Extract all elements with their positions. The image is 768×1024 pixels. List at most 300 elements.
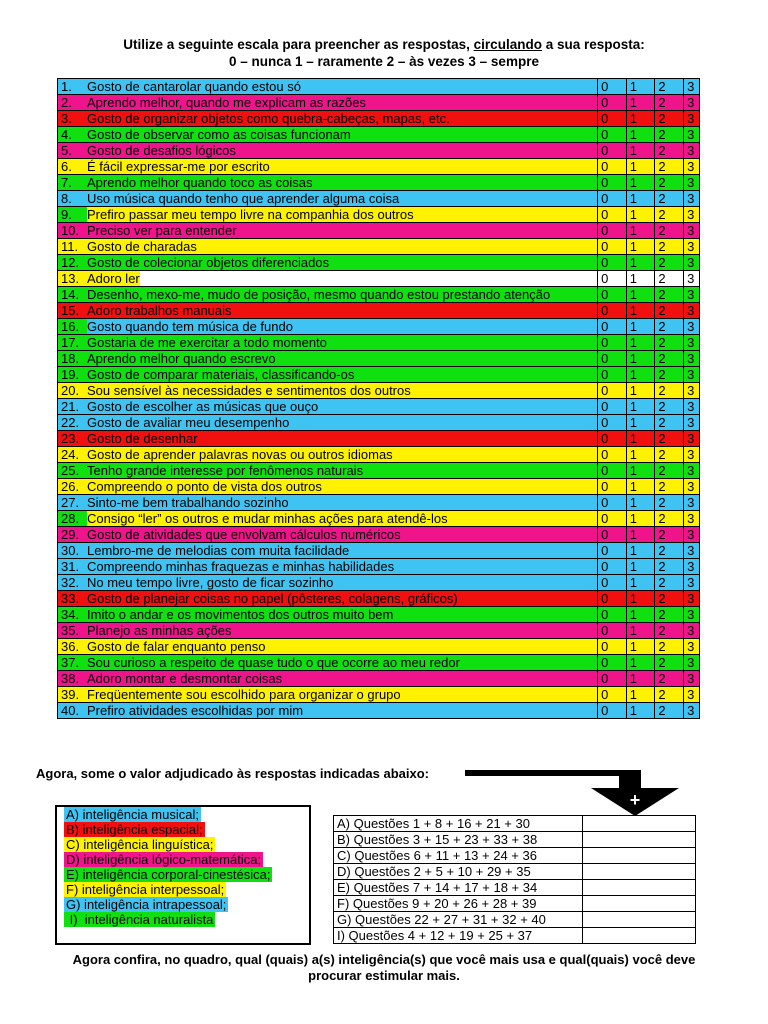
scale-option-2[interactable]: 2: [655, 543, 684, 559]
legend-item: [64, 837, 309, 852]
scale-option-3[interactable]: 3: [684, 367, 700, 383]
sum-answer-cell[interactable]: [583, 816, 696, 832]
scale-option-0[interactable]: 0: [598, 623, 627, 639]
scale-option-3[interactable]: 3: [684, 479, 700, 495]
question-row: [58, 703, 700, 719]
scale-option-2[interactable]: 2: [655, 319, 684, 335]
scale-option-2[interactable]: 2: [655, 255, 684, 271]
question-number: 23.: [58, 431, 87, 446]
scale-option-0[interactable]: 0: [598, 687, 627, 703]
scale-option-3[interactable]: 3: [684, 239, 700, 255]
sum-formula: B) Questões 3 + 15 + 23 + 33 + 38: [334, 832, 583, 848]
question-row: [58, 543, 700, 559]
question-cell: [58, 527, 598, 543]
scale-option-2[interactable]: 2: [655, 575, 684, 591]
scale-option-2[interactable]: 2: [655, 143, 684, 159]
scale-option-0[interactable]: 0: [598, 271, 627, 287]
question-number: 37.: [58, 655, 87, 670]
question-text: Adoro montar e desmontar coisas: [87, 671, 283, 686]
question-text: Gosto de organizar objetos como quebra-cabeças, mapas, etc.: [87, 111, 450, 126]
question-row: [58, 143, 700, 159]
legend-item: [64, 807, 309, 822]
question-cell: [58, 511, 598, 527]
question-text: É fácil expressar-me por escrito: [87, 159, 270, 174]
instructions-header: [0, 36, 768, 70]
scale-option-1[interactable]: 1: [626, 495, 655, 511]
scale-option-1[interactable]: 1: [626, 175, 655, 191]
question-row: [58, 431, 700, 447]
scale-option-0[interactable]: 0: [598, 447, 627, 463]
scale-option-0[interactable]: 0: [598, 543, 627, 559]
scale-option-0[interactable]: 0: [598, 575, 627, 591]
scale-option-0[interactable]: 0: [598, 463, 627, 479]
question-number: 17.: [58, 335, 87, 350]
scale-option-1[interactable]: 1: [626, 431, 655, 447]
scale-option-0[interactable]: 0: [598, 495, 627, 511]
intelligence-legend: [55, 805, 311, 945]
scale-option-0[interactable]: 0: [598, 607, 627, 623]
question-number: 4.: [58, 127, 87, 142]
question-number: 6.: [58, 159, 87, 174]
scale-option-3[interactable]: 3: [684, 95, 700, 111]
scale-option-3[interactable]: 3: [684, 111, 700, 127]
question-cell: [58, 447, 598, 463]
question-cell: [58, 559, 598, 575]
question-row: [58, 511, 700, 527]
question-row: [58, 447, 700, 463]
question-text: Gosto de escolher as músicas que ouço: [87, 399, 319, 414]
scale-option-3[interactable]: 3: [684, 287, 700, 303]
scale-option-1[interactable]: 1: [626, 159, 655, 175]
scale-option-3[interactable]: 3: [684, 431, 700, 447]
scale-option-3[interactable]: 3: [684, 415, 700, 431]
scale-option-2[interactable]: 2: [655, 703, 684, 719]
scale-option-0[interactable]: 0: [598, 527, 627, 543]
scale-option-1[interactable]: 1: [626, 559, 655, 575]
scale-option-1[interactable]: 1: [626, 399, 655, 415]
question-text: Prefiro atividades escolhidas por mim: [87, 703, 304, 718]
scale-option-3[interactable]: 3: [684, 607, 700, 623]
scale-option-3[interactable]: 3: [684, 335, 700, 351]
question-cell: [58, 591, 598, 607]
scale-option-1[interactable]: 1: [626, 271, 655, 287]
scale-option-0[interactable]: 0: [598, 319, 627, 335]
scale-option-1[interactable]: 1: [626, 143, 655, 159]
scale-option-1[interactable]: 1: [626, 655, 655, 671]
scale-option-2[interactable]: 2: [655, 623, 684, 639]
question-cell: [58, 415, 598, 431]
question-text: Gosto de falar enquanto penso: [87, 639, 266, 654]
question-row: [58, 319, 700, 335]
scale-option-1[interactable]: 1: [626, 287, 655, 303]
question-row: [58, 655, 700, 671]
sum-answer-cell[interactable]: [583, 880, 696, 896]
question-number: 34.: [58, 607, 87, 622]
scale-option-0[interactable]: 0: [598, 175, 627, 191]
question-cell: [58, 671, 598, 687]
question-number: 31.: [58, 559, 87, 574]
scale-option-3[interactable]: 3: [684, 143, 700, 159]
scale-option-1[interactable]: 1: [626, 543, 655, 559]
legend-label: E) inteligência corporal-cinestésica;: [66, 867, 271, 882]
footer-instruction: [0, 952, 768, 984]
question-number: 21.: [58, 399, 87, 414]
scale-option-1[interactable]: 1: [626, 671, 655, 687]
scale-option-0[interactable]: 0: [598, 559, 627, 575]
question-cell: [58, 639, 598, 655]
question-row: [58, 175, 700, 191]
scale-option-0[interactable]: 0: [598, 303, 627, 319]
question-cell: [58, 175, 598, 191]
scale-option-2[interactable]: 2: [655, 399, 684, 415]
question-number: 38.: [58, 671, 87, 686]
scale-option-2[interactable]: 2: [655, 559, 684, 575]
question-row: [58, 351, 700, 367]
scale-option-2[interactable]: 2: [655, 383, 684, 399]
scale-option-3[interactable]: 3: [684, 351, 700, 367]
scale-option-1[interactable]: 1: [626, 383, 655, 399]
scale-option-2[interactable]: 2: [655, 127, 684, 143]
legend-item: [64, 882, 309, 897]
scale-option-1[interactable]: 1: [626, 79, 655, 95]
question-text: Aprendo melhor quando escrevo: [87, 351, 276, 366]
question-number: 22.: [58, 415, 87, 430]
question-text: Gosto de planejar coisas no papel (pôsteres, colagens, gráficos): [87, 591, 458, 606]
question-number: 16.: [58, 319, 87, 334]
scale-option-0[interactable]: 0: [598, 95, 627, 111]
question-row: [58, 559, 700, 575]
question-cell: [58, 703, 598, 719]
scale-option-0[interactable]: 0: [598, 255, 627, 271]
question-row: [58, 495, 700, 511]
sum-row: [334, 816, 696, 832]
question-text: Lembro-me de melodias com muita facilidade: [87, 543, 350, 558]
arrow-plus-icon: [465, 766, 685, 818]
question-cell: [58, 479, 598, 495]
scale-option-1[interactable]: 1: [626, 191, 655, 207]
scale-option-0[interactable]: 0: [598, 415, 627, 431]
scale-option-1[interactable]: 1: [626, 255, 655, 271]
scale-option-0[interactable]: 0: [598, 655, 627, 671]
scale-option-3[interactable]: 3: [684, 207, 700, 223]
scale-option-3[interactable]: 3: [684, 255, 700, 271]
question-row: [58, 591, 700, 607]
scale-option-3[interactable]: 3: [684, 319, 700, 335]
scale-option-1[interactable]: 1: [626, 607, 655, 623]
footer-line: procurar estimular mais.: [308, 968, 460, 983]
scale-legend: 0 – nunca 1 – raramente 2 – às vezes 3 – sempre: [229, 54, 539, 69]
scale-option-2[interactable]: 2: [655, 287, 684, 303]
scale-option-3[interactable]: 3: [684, 463, 700, 479]
sum-answer-cell[interactable]: [583, 864, 696, 880]
scale-option-3[interactable]: 3: [684, 591, 700, 607]
scale-option-2[interactable]: 2: [655, 111, 684, 127]
scale-option-3[interactable]: 3: [684, 543, 700, 559]
scale-option-2[interactable]: 2: [655, 591, 684, 607]
question-cell: [58, 271, 598, 287]
question-cell: [58, 431, 598, 447]
scale-option-2[interactable]: 2: [655, 671, 684, 687]
question-number: 1.: [58, 79, 87, 94]
scale-option-3[interactable]: 3: [684, 575, 700, 591]
scale-option-3[interactable]: 3: [684, 655, 700, 671]
scale-option-2[interactable]: 2: [655, 479, 684, 495]
question-row: [58, 367, 700, 383]
question-text: Consigo “ler” os outros e mudar minhas ações para atendê-los: [87, 511, 448, 526]
scale-option-2[interactable]: 2: [655, 495, 684, 511]
questionnaire-table: [57, 78, 700, 719]
question-text: Adoro trabalhos manuais: [87, 303, 232, 318]
sum-answer-cell[interactable]: [583, 832, 696, 848]
question-text: Aprendo melhor, quando me explicam as razões: [87, 95, 366, 110]
scale-option-1[interactable]: 1: [626, 95, 655, 111]
instruction-text-end: a sua resposta:: [541, 37, 645, 52]
scale-option-1[interactable]: 1: [626, 223, 655, 239]
scale-option-1[interactable]: 1: [626, 351, 655, 367]
question-text: Compreendo minhas fraquezas e minhas habilidades: [87, 559, 395, 574]
scale-option-3[interactable]: 3: [684, 511, 700, 527]
question-row: [58, 415, 700, 431]
scale-option-2[interactable]: 2: [655, 431, 684, 447]
legend-label: A) inteligência musical;: [66, 807, 199, 822]
scale-option-1[interactable]: 1: [626, 303, 655, 319]
scale-option-3[interactable]: 3: [684, 383, 700, 399]
sums-table: [333, 815, 696, 944]
scale-option-3[interactable]: 3: [684, 159, 700, 175]
question-row: [58, 159, 700, 175]
question-number: 10.: [58, 223, 87, 238]
scale-option-1[interactable]: 1: [626, 127, 655, 143]
sum-row: [334, 912, 696, 928]
question-cell: [58, 623, 598, 639]
scale-option-1[interactable]: 1: [626, 111, 655, 127]
scale-option-2[interactable]: 2: [655, 687, 684, 703]
scale-option-1[interactable]: 1: [626, 623, 655, 639]
scale-option-0[interactable]: 0: [598, 479, 627, 495]
sum-answer-cell[interactable]: [583, 848, 696, 864]
scale-option-1[interactable]: 1: [626, 479, 655, 495]
scale-option-0[interactable]: 0: [598, 511, 627, 527]
scale-option-2[interactable]: 2: [655, 447, 684, 463]
question-cell: [58, 111, 598, 127]
scale-option-2[interactable]: 2: [655, 351, 684, 367]
underlined-word: circulando: [473, 37, 542, 52]
legend-item: [64, 852, 309, 867]
scale-option-3[interactable]: 3: [684, 495, 700, 511]
scale-option-0[interactable]: 0: [598, 207, 627, 223]
scale-option-0[interactable]: 0: [598, 399, 627, 415]
question-row: [58, 575, 700, 591]
sum-row: [334, 848, 696, 864]
scale-option-3[interactable]: 3: [684, 639, 700, 655]
question-row: [58, 399, 700, 415]
scale-option-0[interactable]: 0: [598, 591, 627, 607]
legend-label: I) inteligência naturalista: [66, 912, 214, 927]
question-cell: [58, 575, 598, 591]
scale-option-0[interactable]: 0: [598, 671, 627, 687]
question-cell: [58, 607, 598, 623]
scale-option-1[interactable]: 1: [626, 319, 655, 335]
scale-option-2[interactable]: 2: [655, 367, 684, 383]
question-number: 14.: [58, 287, 87, 302]
legend-item: [64, 867, 309, 882]
scale-option-1[interactable]: 1: [626, 511, 655, 527]
scale-option-3[interactable]: 3: [684, 271, 700, 287]
question-cell: [58, 687, 598, 703]
scale-option-0[interactable]: 0: [598, 335, 627, 351]
question-text: Gosto de aprender palavras novas ou outros idiomas: [87, 447, 393, 462]
scale-option-0[interactable]: 0: [598, 159, 627, 175]
scale-option-1[interactable]: 1: [626, 207, 655, 223]
scale-option-2[interactable]: 2: [655, 335, 684, 351]
scale-option-2[interactable]: 2: [655, 463, 684, 479]
scale-option-2[interactable]: 2: [655, 655, 684, 671]
question-cell: [58, 255, 598, 271]
scale-option-2[interactable]: 2: [655, 95, 684, 111]
scale-option-2[interactable]: 2: [655, 271, 684, 287]
question-number: 3.: [58, 111, 87, 126]
scale-option-1[interactable]: 1: [626, 239, 655, 255]
scale-option-0[interactable]: 0: [598, 431, 627, 447]
sum-formula: F) Questões 9 + 20 + 26 + 28 + 39: [334, 896, 583, 912]
scale-option-2[interactable]: 2: [655, 175, 684, 191]
question-row: [58, 111, 700, 127]
scale-option-3[interactable]: 3: [684, 687, 700, 703]
question-text: Gosto de observar como as coisas funcionam: [87, 127, 351, 142]
question-cell: [58, 463, 598, 479]
scale-option-3[interactable]: 3: [684, 175, 700, 191]
scale-option-1[interactable]: 1: [626, 415, 655, 431]
legend-label: G) inteligência intrapessoal;: [66, 897, 227, 912]
scale-option-0[interactable]: 0: [598, 351, 627, 367]
question-text: Gosto de comparar materiais, classificando-os: [87, 367, 355, 382]
scale-option-0[interactable]: 0: [598, 239, 627, 255]
question-number: 32.: [58, 575, 87, 590]
scale-option-3[interactable]: 3: [684, 623, 700, 639]
scale-option-1[interactable]: 1: [626, 335, 655, 351]
question-number: 33.: [58, 591, 87, 606]
scale-option-2[interactable]: 2: [655, 415, 684, 431]
scale-option-2[interactable]: 2: [655, 511, 684, 527]
question-cell: [58, 223, 598, 239]
sum-answer-cell[interactable]: [583, 912, 696, 928]
sum-formula: I) Questões 4 + 12 + 19 + 25 + 37: [334, 928, 583, 944]
question-text: No meu tempo livre, gosto de ficar sozinho: [87, 575, 334, 590]
scale-option-3[interactable]: 3: [684, 191, 700, 207]
sum-answer-cell[interactable]: [583, 928, 696, 944]
scale-option-3[interactable]: 3: [684, 223, 700, 239]
scale-option-1[interactable]: 1: [626, 639, 655, 655]
question-row: [58, 639, 700, 655]
question-number: 26.: [58, 479, 87, 494]
question-text: Gosto de cantarolar quando estou só: [87, 79, 301, 94]
scale-option-2[interactable]: 2: [655, 223, 684, 239]
question-cell: [58, 159, 598, 175]
question-text: Desenho, mexo-me, mudo de posição, mesmo quando estou prestando atenção: [87, 287, 551, 302]
scale-option-1[interactable]: 1: [626, 687, 655, 703]
scale-option-2[interactable]: 2: [655, 159, 684, 175]
scale-option-0[interactable]: 0: [598, 143, 627, 159]
question-text: Gostaria de me exercitar a todo momento: [87, 335, 327, 350]
question-cell: [58, 287, 598, 303]
question-number: 15.: [58, 303, 87, 318]
scale-option-3[interactable]: 3: [684, 559, 700, 575]
scale-option-3[interactable]: 3: [684, 527, 700, 543]
scale-option-1[interactable]: 1: [626, 447, 655, 463]
scale-option-1[interactable]: 1: [626, 527, 655, 543]
scale-option-2[interactable]: 2: [655, 79, 684, 95]
scale-option-0[interactable]: 0: [598, 111, 627, 127]
sum-row: [334, 832, 696, 848]
question-number: 8.: [58, 191, 87, 206]
scale-option-3[interactable]: 3: [684, 303, 700, 319]
scale-option-2[interactable]: 2: [655, 639, 684, 655]
question-text: Prefiro passar meu tempo livre na companhia dos outros: [87, 207, 414, 222]
scale-option-1[interactable]: 1: [626, 367, 655, 383]
scale-option-3[interactable]: 3: [684, 127, 700, 143]
scale-option-0[interactable]: 0: [598, 703, 627, 719]
question-number: 30.: [58, 543, 87, 558]
question-cell: [58, 79, 598, 95]
scale-option-3[interactable]: 3: [684, 399, 700, 415]
sum-answer-cell[interactable]: [583, 896, 696, 912]
scale-option-0[interactable]: 0: [598, 223, 627, 239]
scale-option-2[interactable]: 2: [655, 207, 684, 223]
question-number: 13.: [58, 271, 87, 286]
question-cell: [58, 655, 598, 671]
scale-option-2[interactable]: 2: [655, 239, 684, 255]
question-cell: [58, 143, 598, 159]
legend-label: D) inteligência lógico-matemática;: [66, 852, 262, 867]
scale-option-3[interactable]: 3: [684, 671, 700, 687]
scale-option-2[interactable]: 2: [655, 607, 684, 623]
scale-option-3[interactable]: 3: [684, 703, 700, 719]
question-cell: [58, 127, 598, 143]
question-row: [58, 287, 700, 303]
question-text: Gosto quando tem música de fundo: [87, 319, 293, 334]
plus-sign: +: [629, 790, 641, 810]
legend-item: [64, 822, 309, 837]
scale-option-2[interactable]: 2: [655, 191, 684, 207]
scale-option-1[interactable]: 1: [626, 703, 655, 719]
scale-option-0[interactable]: 0: [598, 127, 627, 143]
legend-item: [64, 912, 309, 927]
question-row: [58, 271, 700, 287]
question-row: [58, 223, 700, 239]
scale-option-0[interactable]: 0: [598, 79, 627, 95]
scale-instruction: [0, 36, 768, 53]
scale-option-0[interactable]: 0: [598, 287, 627, 303]
scale-option-2[interactable]: 2: [655, 303, 684, 319]
scale-option-0[interactable]: 0: [598, 367, 627, 383]
scale-option-1[interactable]: 1: [626, 463, 655, 479]
scale-option-1[interactable]: 1: [626, 575, 655, 591]
scale-option-3[interactable]: 3: [684, 79, 700, 95]
question-number: 2.: [58, 95, 87, 110]
question-text: Gosto de desenhar: [87, 431, 198, 446]
question-text: Uso música quando tenho que aprender alguma coisa: [87, 191, 400, 206]
footer-line: Agora confira, no quadro, qual (quais) a(s) inteligência(s) que você mais usa e qual(quais) você deve: [72, 952, 696, 967]
scale-option-1[interactable]: 1: [626, 591, 655, 607]
question-text: Tenho grande interesse por fenômenos naturais: [87, 463, 364, 478]
question-number: 12.: [58, 255, 87, 270]
scale-option-0[interactable]: 0: [598, 383, 627, 399]
scale-option-3[interactable]: 3: [684, 447, 700, 463]
scale-option-2[interactable]: 2: [655, 527, 684, 543]
scale-option-0[interactable]: 0: [598, 191, 627, 207]
question-number: 35.: [58, 623, 87, 638]
scale-option-0[interactable]: 0: [598, 639, 627, 655]
